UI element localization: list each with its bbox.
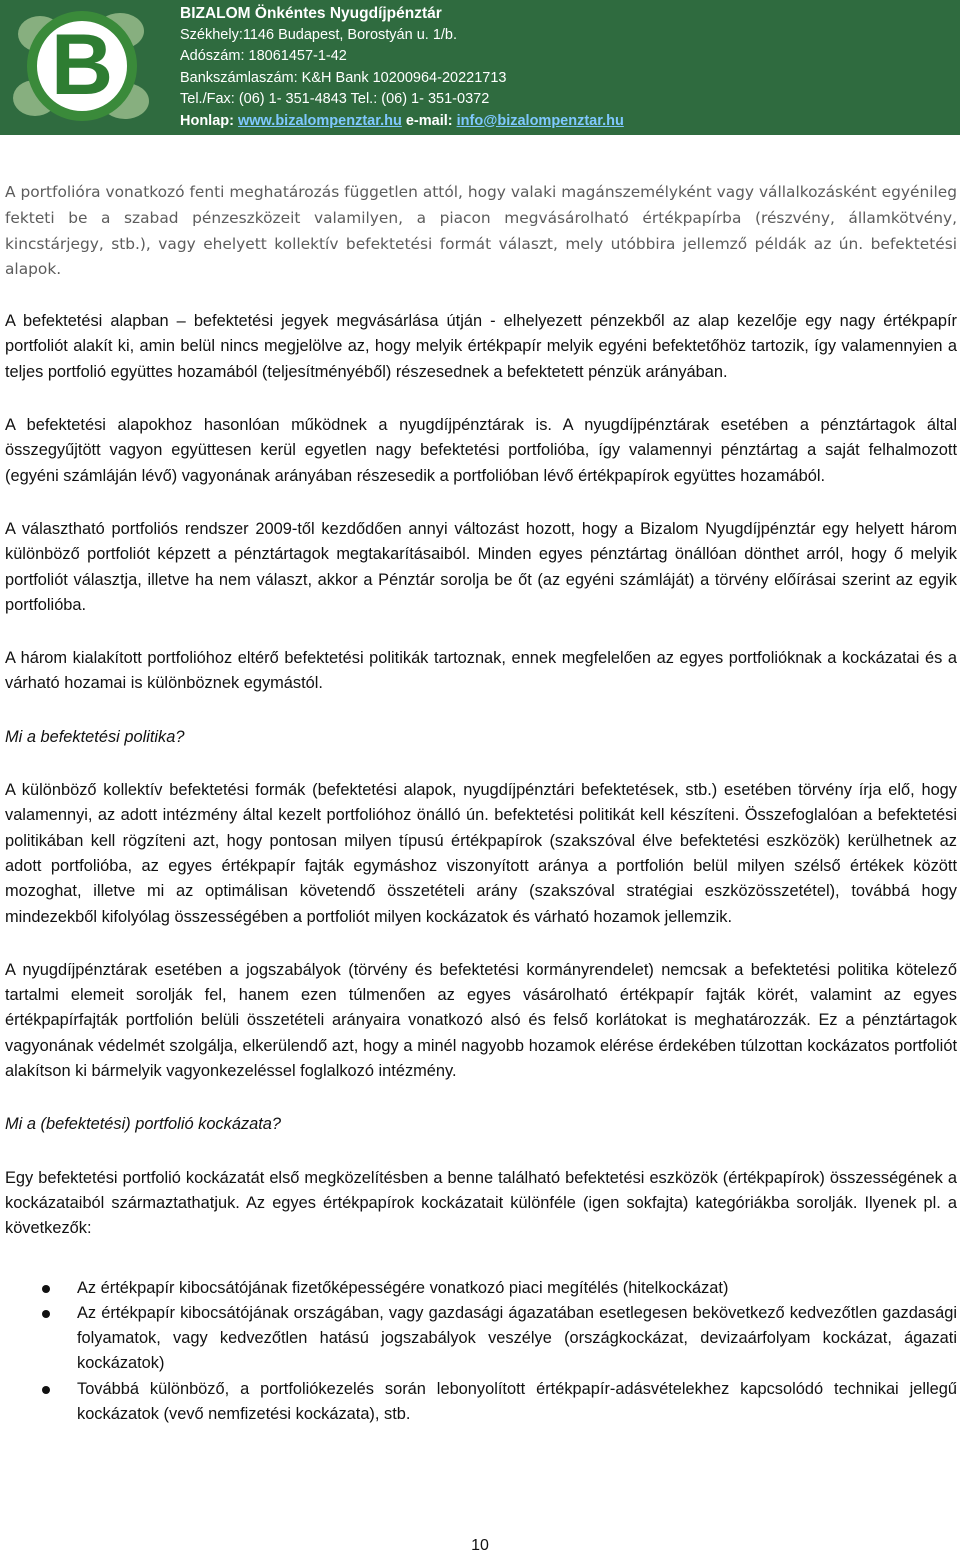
email-link[interactable]: info@bizalompenztar.hu	[456, 112, 624, 129]
letterhead-text	[180, 3, 950, 132]
org-contacts	[180, 111, 950, 133]
bullet-icon	[42, 1386, 50, 1394]
org-seat: Székhely:1146 Budapest, Borostyán u. 1/b.	[180, 26, 458, 43]
question-heading-1: Mi a befektetési politika?	[5, 727, 185, 746]
org-tax-id: Adószám: 18061457-1-42	[180, 48, 347, 64]
website-link[interactable]: www.bizalompenztar.hu	[238, 112, 402, 129]
bizalom-logo	[10, 6, 155, 126]
question-heading-2: Mi a (befektetési) portfolió kockázata?	[5, 1115, 282, 1134]
paragraph-5: A három kialakított portfolióhoz eltérő befektetési politikák tartoznak, ennek megfelelően az egyes portfolióknak a kockázatai és a várható hozamai is különböznek egymástól.	[5, 649, 957, 693]
risk-list	[5, 1276, 957, 1428]
paragraph-1: A portfolióra vonatkozó fenti meghatározás független attól, hogy valaki magánszemélyként vagy vállalkozásként egyénileg fekteti be a szabad pénzeszközeit valamilyen, a piacon megvásárolható értékpapírba (részvény, államkötvény, kincstárjegy, stb.), vagy ehelyett kollektív befektetési formát választ, mely utóbbira jellemző példák az ún. befektetési alapok.	[5, 183, 957, 279]
list-item: Továbbá különböző, a portfoliókezelés során lebonyolított értékpapír-adásvételekhez kapcsolódó technikai jellegű kockázatok (vevő nemfizetési kockázata), stb.	[5, 1377, 957, 1428]
paragraph-6: A különböző kollektív befektetési formák (befektetési alapok, nyugdíjpénztári befektetések, stb.) esetében törvény írja elő, hogy valamennyi, az adott intézmény által kezelt portfolióhoz önálló ún. befektetési politikát kell készíteni. Összefoglalóan a befektetési politikában kell rögzíteni azt, hogy pontosan milyen típusú értékpapírok (szakszóval élve befektetési eszközök) kerülhetnek az adott portfolióba, az egyes értékpapír fajták egymáshoz viszonyított aránya a portfolión belül milyen szélső értékek között mozoghat, illetve mi az optimálisan követendő összetételi arány (szakszóval stratégiai eszközösszetétel), továbbá hogy mindezekből kifolyólag összességében a portfoliót milyen kockázatok és várható hozamok jellemzik.	[5, 781, 957, 926]
bullet-icon	[42, 1285, 50, 1293]
page-number: 10	[471, 1537, 489, 1554]
list-item: Az értékpapír kibocsátójának országában, vagy gazdasági ágazatában esetlegesen bekövetkező kedvezőtlen gazdasági folyamatok, vagy kedvezőtlen hatású jogszabályok veszélye (országkockázat, devizaárfolyam kockázat, ágazati kockázatok)	[5, 1301, 957, 1377]
letterhead	[0, 0, 960, 135]
paragraph-2: A befektetési alapban – befektetési jegyek megvásárlása útján - elhelyezett pénzekből az alap kezelője egy nagy értékpapír portfoliót alakít ki, amin belül nincs megjelölve az, hogy melyik értékpapír melyik egyéni befektetőhöz tartozik, így valamennyien a teljes portfolió együttes hozamából (teljesítményéből) részesednek a befektetett pénzük arányában.	[5, 312, 957, 381]
email-label: e-mail:	[405, 112, 453, 129]
paragraph-4: A választható portfoliós rendszer 2009-től kezdődően annyi változást hozott, hogy a Bizalom Nyugdíjpénztár egy helyett három különböző portfoliót képzett a pénztártagok megtakarításaiból. Minden egyes pénztártag önállóan dönthet arról, hogy ő melyik portfoliót választja, illetve ha nem választ, akkor a Pénztár sorolja be őt (az egyéni számláját) a törvény előírásai szerint az egyik portfolióba.	[5, 519, 957, 614]
org-bank: Bankszámlaszám: K&H Bank 10200964-20221713	[180, 69, 507, 86]
tel-fax: Tel./Fax: (06) 1- 351-4843	[180, 91, 347, 107]
org-name: BIZALOM Önkéntes Nyugdíjpénztár	[180, 5, 442, 22]
list-item: Az értékpapír kibocsátójának fizetőképességére vonatkozó piaci megítélés (hitelkockázat)	[5, 1276, 957, 1301]
paragraph-7: A nyugdíjpénztárak esetében a jogszabályok (törvény és befektetési kormányrendelet) nemcsak a befektetési politika kötelező tartalmi elemeit sorolják fel, hanem ezen túlmenően az egyes vásárolható értékpapír fajták körét, valamint az egyes értékpapírfajták portfolión belüli összetételi arányaira vonatkozó alsó és felső korlátokat is meghatározzák. Ez a pénztártagok vagyonának védelmét szolgálja, elkerülendő azt, hogy a minél nagyobb hozamok elérése érdekében túlzottan kockázatos portfoliót alakítson ki bármelyik vagyonkezeléssel foglalkozó intézmény.	[5, 960, 957, 1081]
paragraph-8: Egy befektetési portfolió kockázatát első megközelítésben a benne található befektetési eszközök (értékpapírok) összességének a kockázataiból származtathatjuk. Az egyes értékpapírok kockázatait különféle (igen sokfajta) kategóriákba sorolják. Ilyenek pl. a következők:	[5, 1168, 957, 1238]
web-label: Honlap:	[180, 112, 234, 129]
document-body	[5, 180, 957, 1427]
bullet-icon	[42, 1310, 50, 1318]
org-phones	[180, 89, 950, 111]
logo-letter: B	[50, 17, 114, 113]
paragraph-3: A befektetési alapokhoz hasonlóan működnek a nyugdíjpénztárak is. A nyugdíjpénztárak esetében a pénztártagok által összegyűjtött vagyon együttesen kerül egyetlen nagy befektetési portfolióba, így valamennyi pénztártag a saját felhalmozott (egyéni számláján lévő) vagyonának arányában részesedik a portfolióban lévő értékpapírok együttes hozamából.	[5, 416, 957, 485]
tel: Tel.: (06) 1- 351-0372	[350, 91, 490, 107]
